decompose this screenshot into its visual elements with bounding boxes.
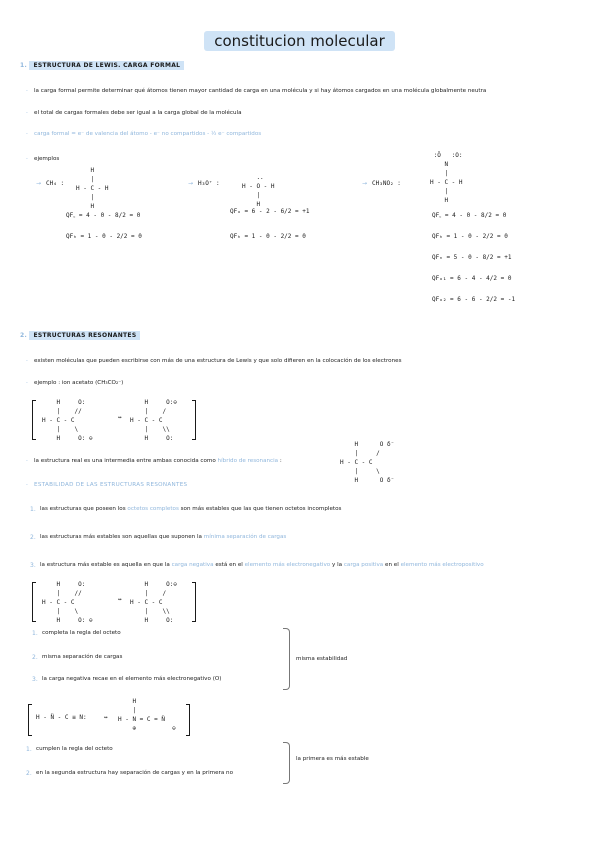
section-2-bullet-1: existen moléculas que pueden escribirse con más de una estructura de Lewis y que solo difieren en la colocación de los electrones: [34, 358, 402, 364]
example-3-cf-1: QF꜀ = 4 - 0 - 8/2 = 0: [432, 212, 507, 219]
bullet-icon: ·: [26, 482, 28, 489]
examples-label: ejemplos: [34, 156, 60, 162]
example-3-cf-5: QFₒ₂ = 6 - 6 - 2/2 = -1: [432, 296, 516, 303]
bullet-icon: ·: [26, 458, 28, 465]
list-item-number: 2.: [26, 770, 32, 777]
example-2-cf-2: QFₕ = 1 - 0 - 2/2 = 0: [230, 233, 306, 240]
hybrid-sentence: la estructura real es una intermedia entre ambas conocida como híbrido de resonancia :: [34, 458, 282, 464]
brace: [283, 742, 290, 784]
section-2-heading: 2. ESTRUCTURAS RESONANTES: [20, 332, 140, 339]
acetate-structure-left: H O: | // H - C - C | \ H O: ⊖: [42, 399, 93, 442]
brace: [283, 628, 290, 690]
rule-2: las estructuras más estables son aquellas que suponen la mínima separación de cargas: [40, 534, 287, 540]
list-item-number: 1.: [26, 746, 32, 753]
list-item: misma separación de cargas: [42, 654, 123, 660]
example-2-left-structure: H - N̈ - C ≡ N:: [36, 714, 87, 721]
left-bracket: [32, 400, 36, 440]
example-3-label: CH₃NO₂ :: [372, 180, 401, 187]
bullet-icon: ·: [26, 110, 28, 117]
example-3-cf-3: QFₙ = 5 - 0 - 8/2 = +1: [432, 254, 512, 261]
arrow-icon: →: [36, 180, 42, 187]
example-2-cf-1: QFₒ = 6 - 2 - 6/2 = +1: [230, 208, 310, 215]
example-1-cf-1: QF꜀ = 4 - 0 - 8/2 = 0: [66, 212, 141, 219]
right-bracket: [192, 582, 196, 622]
stability-heading: ESTABILIDAD DE LAS ESTRUCTURAS RESONANTES: [34, 482, 188, 488]
acetate-structure-right: H O:⊖ | / H - C - C | \\ H O:: [130, 399, 177, 442]
left-bracket: [28, 704, 32, 736]
left-bracket: [32, 582, 36, 622]
example-3-cf-2: QFₕ = 1 - 0 - 2/2 = 0: [432, 233, 508, 240]
resonance-arrow: ↔: [118, 596, 122, 603]
section-1-bullet-1: la carga formal permite determinar qué átomos tienen mayor cantidad de carga en una molécula y si hay átomos cargados en una molécula globalmente neutra: [34, 88, 487, 94]
bullet-icon: ·: [26, 156, 28, 163]
example-1-lewis: H | H - C - H | H: [76, 167, 109, 210]
list-item: cumplen la regla del octeto: [36, 746, 113, 752]
formal-charge-formula: carga formal = e⁻ de valencia del átomo - e⁻ no compartidos - ½ e⁻ compartidos: [34, 131, 262, 137]
resonance-hybrid-structure: H O δ⁻ | / H - C - C | \ H O δ⁻: [340, 441, 395, 484]
example-1-cf-2: QFₕ = 1 - 0 - 2/2 = 0: [66, 233, 142, 240]
example-3-lewis: :Ö :O: N | H - C - H | H: [430, 152, 463, 204]
list-item: completa la regla del octeto: [42, 630, 121, 636]
acetate-structure-right-2: H O:⊖ | / H - C - C | \\ H O:: [130, 581, 177, 624]
right-bracket: [192, 400, 196, 440]
bullet-icon: ·: [26, 131, 28, 138]
list-item: la carga negativa recae en el elemento más electronegativo (O): [42, 676, 222, 682]
bullet-icon: ·: [26, 88, 28, 95]
list-item-number: 3.: [32, 676, 38, 683]
rule-1: las estructuras que poseen los octetos completos son más estables que las que tienen octetos incompletos: [40, 506, 342, 512]
list-item-number: 1.: [32, 630, 38, 637]
example-3-cf-4: QFₒ₁ = 6 - 4 - 4/2 = 0: [432, 275, 512, 282]
resonance-arrow: ↔: [104, 714, 108, 721]
rule-3-number: 3.: [30, 562, 36, 569]
example-2-lewis: .. H - O - H | H: [242, 174, 275, 208]
example-2-right-structure: H | H - N = C = N̈ ⊕ ⊖: [118, 698, 176, 732]
rule-3: la estructura más estable es aquella en que la carga negativa está en el elemento más electronegativo y la carga positiva en el elemento más electropositivo: [40, 562, 484, 568]
rule-1-number: 1.: [30, 506, 36, 513]
example-2-conclusion: la primera es más estable: [296, 756, 369, 762]
list-item: en la segunda estructura hay separación de cargas y en la primera no: [36, 770, 234, 776]
acetate-structure-left-2: H O: | // H - C - C | \ H O: ⊖: [42, 581, 93, 624]
example-1-label: CH₄ :: [46, 180, 65, 187]
arrow-icon: →: [362, 180, 368, 187]
arrow-icon: →: [188, 180, 194, 187]
right-bracket: [186, 704, 190, 736]
page-title: constitucion molecular: [0, 31, 599, 51]
section-1-heading: 1. ESTRUCTURA DE LEWIS. CARGA FORMAL: [20, 62, 184, 69]
example-1-conclusion: misma estabilidad: [296, 656, 348, 662]
bullet-icon: ·: [26, 358, 28, 365]
example-2-label: H₃O⁺ :: [198, 180, 220, 187]
list-item-number: 2.: [32, 654, 38, 661]
resonance-arrow: ↔: [118, 414, 122, 421]
section-1-bullet-2: el total de cargas formales debe ser igual a la carga global de la molécula: [34, 110, 242, 116]
bullet-icon: ·: [26, 380, 28, 387]
section-2-bullet-2: ejemplo : ion acetato (CH₃CO₂⁻): [34, 380, 124, 386]
rule-2-number: 2.: [30, 534, 36, 541]
